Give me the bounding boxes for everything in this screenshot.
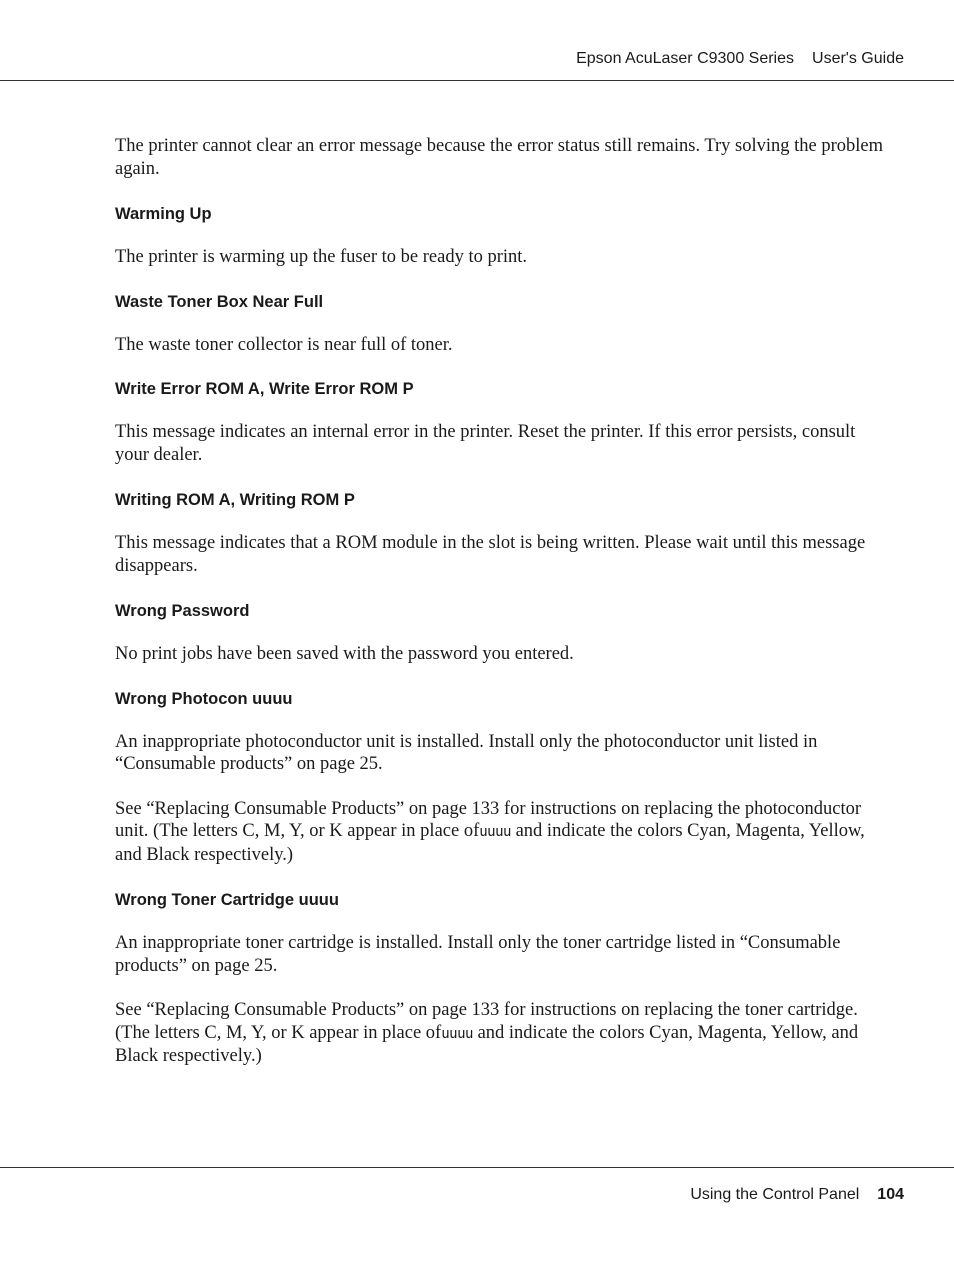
heading-writing-rom: Writing ROM A, Writing ROM P	[115, 491, 355, 509]
writing-rom-text: This message indicates that a ROM module in the slot is being written. Please wait until this message disappears.	[115, 533, 866, 576]
page-number: 104	[877, 1186, 904, 1203]
wrong-photocon-text: An inappropriate photoconductor unit is installed. Install only the photoconductor unit listed in “Consumable products” on page 25.	[115, 731, 818, 774]
photocon-see-a: See “Replacing Consumable Products” on page 133 for instructions on replacing the photoconductor unit. (The letters C, M, Y, or K appear in place of	[115, 798, 861, 841]
heading-write-error: Write Error ROM A, Write Error ROM P	[115, 380, 414, 398]
warming-up-text: The printer is warming up the fuser to be ready to print.	[115, 247, 528, 267]
page-content	[115, 135, 885, 1068]
header-guide: User's Guide	[812, 50, 904, 67]
wrong-toner-text: An inappropriate toner cartridge is installed. Install only the toner cartridge listed in “Consumable products” on page 25.	[115, 933, 841, 976]
heading-warming-up: Warming Up	[115, 205, 212, 223]
footer-section: Using the Control Panel	[690, 1186, 860, 1203]
intro-paragraph: The printer cannot clear an error message because the error status still remains. Try solving the problem again.	[115, 136, 884, 179]
page-footer	[690, 1186, 904, 1204]
heading-wrong-password: Wrong Password	[115, 602, 250, 620]
heading-waste-toner: Waste Toner Box Near Full	[115, 292, 324, 311]
wrong-toner-see-text	[115, 999, 885, 1068]
wrong-photocon-see-text	[115, 798, 885, 867]
write-error-text: This message indicates an internal error in the printer. Reset the printer. If this error persists, consult your dealer.	[115, 422, 856, 465]
photocon-placeholder: uuuu	[479, 824, 511, 840]
photocon-see-b: and indicate the colors Cyan, Magenta, Yellow, and Black respectively.)	[115, 821, 865, 865]
page-header	[576, 50, 904, 68]
header-product: Epson AcuLaser C9300 Series	[576, 50, 795, 67]
heading-wrong-photocon: Wrong Photocon uuuu	[115, 689, 293, 708]
heading-wrong-toner: Wrong Toner Cartridge uuuu	[115, 891, 339, 909]
wrong-password-text: No print jobs have been saved with the password you entered.	[115, 644, 574, 664]
toner-see-b: and indicate the colors Cyan, Magenta, Yellow, and Black respectively.)	[115, 1022, 859, 1066]
toner-see-a: See “Replacing Consumable Products” on page 133 for instructions on replacing the toner cartridge. (The letters C, M, Y, or K appear in place of	[115, 1000, 858, 1043]
footer-rule	[0, 1167, 954, 1168]
waste-toner-text: The waste toner collector is near full of toner.	[115, 334, 453, 355]
toner-placeholder: uuuu	[441, 1025, 473, 1042]
header-rule	[0, 80, 954, 81]
